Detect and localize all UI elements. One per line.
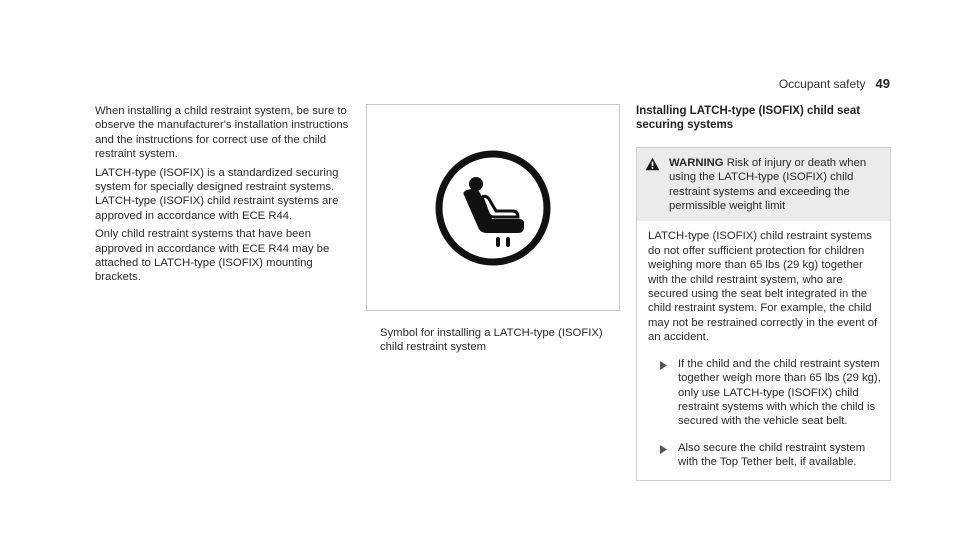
figure-caption: Symbol for installing a LATCH-type (ISOFIX) child restraint system: [380, 327, 603, 354]
section-title: Occupant safety: [778, 77, 866, 91]
page-number: 49: [875, 76, 890, 91]
isofix-figure: [366, 104, 620, 311]
intro-paragraph: LATCH-type (ISOFIX) is a standardized securing system for specially designed restraint systems. LATCH-type (ISOFIX) child restraint systems are approved in accordance with ECE R44.: [95, 166, 339, 222]
warning-body: [637, 221, 890, 479]
step-arrow-icon: [660, 441, 668, 470]
step-text: If the child and the child restraint system together weigh more than 65 lbs (29 kg), only use LATCH-type (ISOFIX) child restraint systems with which the child is secured with the vehicle seat belt.: [678, 357, 881, 428]
warning-header: [637, 148, 890, 222]
warning-description: LATCH-type (ISOFIX) child restraint systems do not offer sufficient protection for children weighing more than 65 lbs (29 kg) together with the child restraint system, who are secured using the seat belt integrated in the child restraint system. For example, the child may not be restrained correctly in the event of an accident.: [648, 230, 878, 344]
warning-triangle-icon: [645, 156, 661, 214]
intro-column: [95, 104, 357, 289]
warning-text: [669, 156, 882, 214]
installing-column: [636, 104, 891, 481]
intro-paragraph: When installing a child restraint system, be sure to observe the manufacturer's installation instructions and the instructions for correct use of the child restraint system.: [95, 105, 349, 161]
intro-paragraph: Only child restraint systems that have been approved in accordance with ECE R44 may be attached to LATCH-type (ISOFIX) mounting brackets.: [95, 228, 330, 284]
step-text: Also secure the child restraint system with the Top Tether belt, if available.: [678, 441, 866, 469]
instruction-step: [648, 357, 882, 429]
warning-label: WARNING: [669, 156, 724, 169]
warning-box: [636, 147, 891, 481]
instruction-step: [648, 441, 882, 470]
isofix-child-seat-symbol-icon: [434, 149, 552, 267]
warning-summary: Risk of injury or death when using the LATCH-type (ISOFIX) child restraint systems and exceeding the permissible weight limit: [669, 156, 867, 213]
page-header: [779, 76, 890, 91]
step-arrow-icon: [660, 357, 668, 429]
section-heading: Installing LATCH-type (ISOFIX) child seat securing systems: [636, 105, 861, 132]
